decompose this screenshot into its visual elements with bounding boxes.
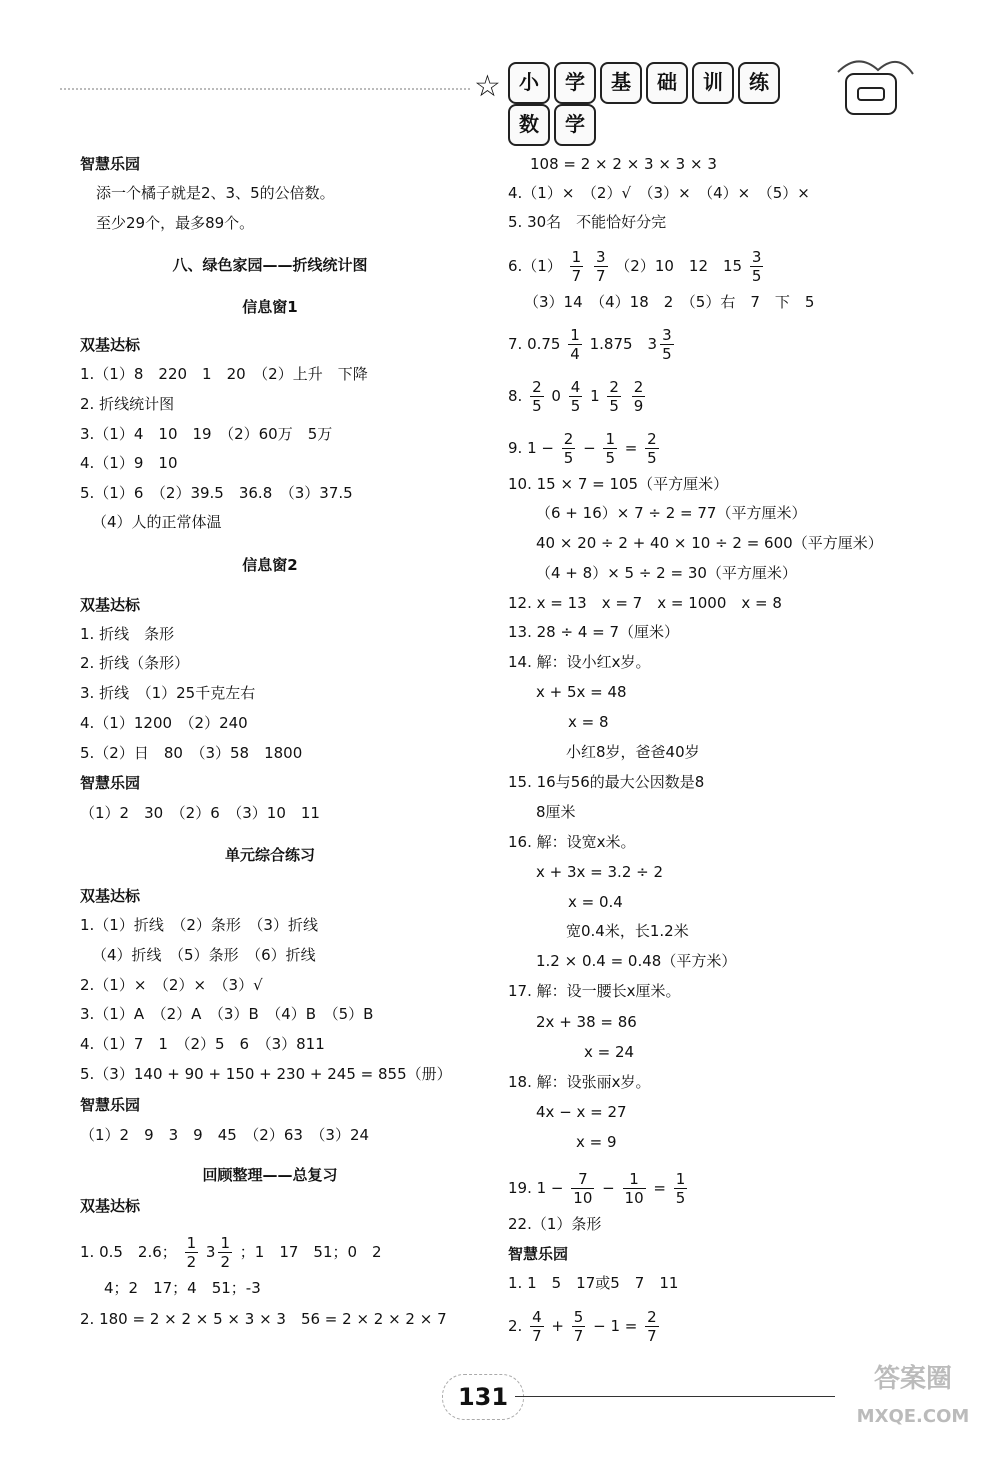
answer-line: （3）14 （4）18 2 （5）右 7 下 5 — [524, 293, 815, 311]
denominator: 7 — [595, 267, 606, 285]
denominator: 5 — [647, 449, 657, 467]
section-label: 智慧乐园 — [80, 774, 141, 792]
text-run: 1 — [590, 387, 600, 405]
denominator: 9 — [633, 397, 644, 415]
text-run: = — [624, 439, 638, 457]
answer-line-fraction — [508, 322, 677, 366]
numerator: 1 — [186, 1234, 197, 1252]
section-label: 智慧乐园 — [508, 1245, 569, 1263]
denominator: 7 — [571, 267, 582, 285]
numerator: 2 — [532, 378, 542, 396]
answer-line: 3.（1）4 10 19 （2）60万 5万 — [80, 425, 333, 443]
numerator: 7 — [578, 1170, 588, 1188]
answer-line: 4.（1）9 10 — [80, 454, 178, 472]
answer-line: 108 = 2 × 2 × 3 × 3 × 3 — [530, 155, 717, 173]
numerator: 3 — [662, 326, 672, 344]
text-run: 1. 0.5 2.6； — [80, 1243, 177, 1261]
section-label: 双基达标 — [80, 336, 141, 354]
answer-line: （4 + 8）× 5 ÷ 2 = 30（平方厘米） — [536, 564, 797, 582]
answer-line: 4.（1）1200 （2）240 — [80, 714, 248, 732]
fraction — [568, 326, 582, 363]
title-char: 小 — [508, 62, 550, 104]
section-heading: 信息窗2 — [242, 556, 298, 574]
numerator: 3 — [751, 248, 762, 266]
numerator: 4 — [532, 1308, 542, 1326]
answer-line: 4.（1）× （2）√ （3）× （4）× （5）× — [508, 184, 810, 202]
fraction — [632, 378, 646, 415]
answer-line: 5.（1）6 （2）39.5 36.8 （3）37.5 — [80, 484, 353, 502]
section-label: 双基达标 — [80, 887, 141, 905]
text-run: − — [602, 1179, 615, 1197]
denominator: 5 — [570, 397, 581, 415]
denominator: 5 — [751, 267, 762, 285]
answer-line: 18. 解：设张丽x岁。 — [508, 1073, 651, 1091]
denominator: 5 — [662, 345, 672, 363]
winged-bag-icon — [828, 52, 918, 122]
text-run: − — [583, 439, 596, 457]
section-heading: 单元综合练习 — [224, 846, 315, 864]
numerator: 1 — [570, 326, 580, 344]
answer-line: 8厘米 — [536, 803, 576, 821]
answer-line: 1.（1）折线 （2）条形 （3）折线 — [80, 916, 318, 934]
text-run: 3 — [205, 1243, 216, 1261]
answer-line: 4.（1）7 1 （2）5 6 （3）811 — [80, 1035, 325, 1053]
answer-line: 小红8岁，爸爸40岁 — [566, 743, 700, 761]
numerator: 1 — [605, 430, 615, 448]
title-char: 数 — [508, 104, 550, 146]
text-run: 9. 1 − — [508, 439, 554, 457]
numerator: 1 — [675, 1170, 686, 1188]
watermark-url: MXQE.COM — [856, 1406, 970, 1427]
answer-line: 17. 解：设一腰长x厘米。 — [508, 982, 681, 1000]
denominator: 5 — [532, 397, 542, 415]
numerator: 2 — [563, 430, 574, 448]
text-line: 添一个橘子就是2、3、5的公倍数。 — [96, 184, 335, 202]
text-run: 2. — [508, 1317, 523, 1335]
answer-line: 14. 解：设小红x岁。 — [508, 653, 651, 671]
answer-line: 2.（1）× （2）× （3）√ — [80, 976, 263, 994]
title-char: 学 — [554, 62, 596, 104]
answer-line: （1）2 30 （2）6 （3）10 11 — [80, 804, 320, 822]
answer-line: 13. 28 ÷ 4 = 7（厘米） — [508, 623, 680, 641]
answer-line-fraction — [508, 374, 648, 418]
denominator: 10 — [573, 1189, 593, 1207]
fraction — [645, 430, 659, 467]
denominator: 5 — [563, 449, 574, 467]
equation-line: 4x − x = 27 — [536, 1103, 627, 1121]
answer-line: 3.（1）A （2）A （3）B （4）B （5）B — [80, 1005, 374, 1023]
numerator: 1 — [571, 248, 582, 266]
section-heading: 回顾整理——总复习 — [202, 1166, 338, 1184]
answer-line: （6 + 16）× 7 ÷ 2 = 77（平方厘米） — [536, 504, 807, 522]
watermark-logo — [838, 1360, 988, 1450]
numerator: 2 — [647, 1308, 657, 1326]
fraction — [603, 430, 617, 467]
answer-line: 宽0.4米，长1.2米 — [566, 922, 689, 940]
fraction — [572, 1308, 586, 1345]
fraction — [530, 1308, 544, 1345]
section-label: 智慧乐园 — [80, 155, 141, 173]
text-run: （2）10 12 15 — [615, 257, 743, 275]
equation-line: x = 0.4 — [568, 893, 623, 911]
answer-line: 2. 折线（条形） — [80, 654, 190, 672]
section-label: 双基达标 — [80, 596, 141, 614]
denominator: 10 — [624, 1189, 644, 1207]
numerator: 1 — [629, 1170, 639, 1188]
numerator: 2 — [633, 378, 644, 396]
title-char: 基 — [600, 62, 642, 104]
text-run: 0 — [551, 387, 561, 405]
footer-rule — [515, 1396, 835, 1397]
numerator: 2 — [609, 378, 619, 396]
section-label: 双基达标 — [80, 1197, 141, 1215]
denominator: 2 — [186, 1253, 197, 1271]
denominator: 5 — [605, 449, 615, 467]
text-line: 至少29个，最多89个。 — [96, 214, 255, 232]
watermark-text: 答案圈 — [873, 1364, 952, 1394]
fraction — [562, 430, 576, 467]
answer-line: 4；2 17；4 51；-3 — [104, 1279, 261, 1297]
denominator: 2 — [220, 1253, 230, 1271]
fraction — [571, 1170, 594, 1207]
answer-line-fraction — [508, 1166, 690, 1210]
answer-line: 5.（3）140 + 90 + 150 + 230 + 245 = 855（册） — [80, 1065, 452, 1083]
numerator: 1 — [220, 1234, 230, 1252]
answer-line: 1. 折线 条形 — [80, 625, 175, 643]
answer-line-fraction — [508, 1304, 662, 1348]
text-run: ；1 17 51；0 2 — [239, 1243, 382, 1261]
denominator: 7 — [573, 1327, 584, 1345]
fraction — [623, 1170, 646, 1207]
answer-line: 5.（2）日 80 （3）58 1800 — [80, 744, 303, 762]
fraction — [569, 378, 583, 415]
denominator: 7 — [532, 1327, 542, 1345]
denominator: 5 — [609, 397, 619, 415]
fraction — [218, 1234, 232, 1271]
answer-line: 15. 16与56的最大公因数是8 — [508, 773, 705, 791]
text-run: 19. 1 − — [508, 1179, 564, 1197]
title-char: 练 — [738, 62, 780, 104]
answer-line: 12. x = 13 x = 7 x = 1000 x = 8 — [508, 594, 782, 612]
answer-line: 2. 折线统计图 — [80, 395, 175, 413]
fraction — [530, 378, 544, 415]
fraction — [185, 1234, 199, 1271]
star-icon: ☆ — [474, 69, 501, 104]
equation-line: 1.2 × 0.4 = 0.48（平方米） — [536, 952, 737, 970]
answer-line: （4）折线 （5）条形 （6）折线 — [92, 946, 316, 964]
answer-line: 16. 解：设宽x米。 — [508, 833, 636, 851]
text-run: 6.（1） — [508, 257, 562, 275]
fraction — [750, 248, 764, 285]
equation-line: x = 9 — [576, 1133, 617, 1151]
book-title-banner — [470, 58, 820, 136]
answer-line: 2. 180 = 2 × 2 × 5 × 3 × 3 56 = 2 × 2 × 2 × 7 — [80, 1310, 447, 1328]
header-dotted-line — [60, 88, 470, 90]
text-run: 7. 0.75 — [508, 335, 561, 353]
answer-line: 1.（1）8 220 1 20 （2）上升 下降 — [80, 365, 368, 383]
answer-line: 10. 15 × 7 = 105（平方厘米） — [508, 475, 729, 493]
equation-line: x = 24 — [584, 1043, 635, 1061]
answer-line: 40 × 20 ÷ 2 + 40 × 10 ÷ 2 = 600（平方厘米） — [536, 534, 883, 552]
text-run: − 1 = — [593, 1317, 638, 1335]
text-run: + — [551, 1317, 564, 1335]
numerator: 2 — [647, 430, 657, 448]
chapter-heading: 八、绿色家园——折线统计图 — [172, 256, 368, 274]
denominator: 4 — [570, 345, 580, 363]
answer-line: 22.（1）条形 — [508, 1215, 602, 1233]
answer-line-fraction — [508, 426, 662, 470]
numerator: 4 — [570, 378, 581, 396]
equation-line: 2x + 38 = 86 — [536, 1013, 637, 1031]
fraction — [607, 378, 621, 415]
denominator: 7 — [647, 1327, 657, 1345]
page-number: 131 — [442, 1374, 524, 1420]
fraction — [660, 326, 674, 363]
equation-line: x = 8 — [568, 713, 609, 731]
equation-line: x + 3x = 3.2 ÷ 2 — [536, 863, 664, 881]
text-run: = — [653, 1179, 666, 1197]
answer-line: （1）2 9 3 9 45 （2）63 （3）24 — [80, 1126, 370, 1144]
answer-line: 1. 1 5 17或5 7 11 — [508, 1274, 679, 1292]
answer-line: 3. 折线 （1）25千克左右 — [80, 684, 256, 702]
fraction — [570, 248, 584, 285]
title-char: 训 — [692, 62, 734, 104]
fraction — [645, 1308, 659, 1345]
equation-line: x + 5x = 48 — [536, 683, 627, 701]
text-run: 1.875 3 — [589, 335, 658, 353]
answer-line: （4）人的正常体温 — [92, 513, 222, 531]
numerator: 3 — [595, 248, 606, 266]
section-label: 智慧乐园 — [80, 1096, 141, 1114]
numerator: 5 — [573, 1308, 584, 1326]
answer-line: 5. 30名 不能恰好分完 — [508, 213, 667, 231]
section-heading: 信息窗1 — [242, 298, 298, 316]
text-run: 8. — [508, 387, 523, 405]
denominator: 5 — [675, 1189, 686, 1207]
answer-line-fraction — [508, 244, 766, 288]
fraction — [674, 1170, 688, 1207]
title-char: 础 — [646, 62, 688, 104]
answer-line-fraction — [80, 1232, 382, 1272]
fraction — [594, 248, 608, 285]
title-char: 学 — [554, 104, 596, 146]
